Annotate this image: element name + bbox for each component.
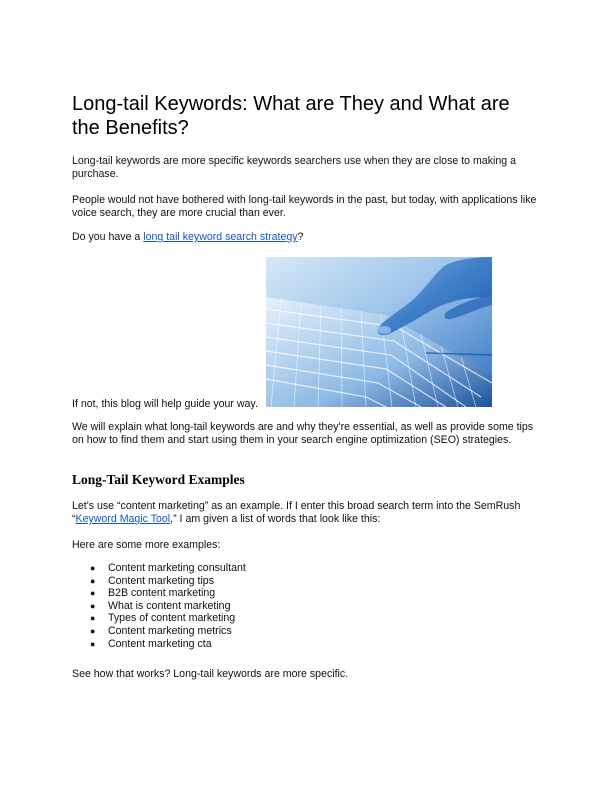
keyword-magic-tool-link[interactable]: Keyword Magic Tool [75,513,171,525]
question-text-after: ? [297,231,304,243]
examples-list [72,562,246,650]
bullet-icon: ● [90,563,96,573]
section-heading: Long-Tail Keyword Examples [72,472,245,487]
bullet-icon: ● [90,575,96,586]
strategy-link[interactable]: long tail keyword search strategy [143,231,298,243]
example-text-after: ,” I am given a list of words that look like this: [170,513,381,525]
list-item [72,562,246,575]
list-item-text: What is content marketing [108,599,231,612]
page-title: Long-tail Keywords: What are They and What are the Benefits? [72,93,510,139]
explain-paragraph: We will explain what long-tail keywords are and why they're essential, as well as provide some tips on how to find them and start using them in your search engine optimization (SEO) strategies. [72,421,534,446]
list-item [72,625,246,638]
list-item-text: Content marketing tips [108,574,214,587]
strategy-question-paragraph [72,231,542,244]
list-item [72,638,246,651]
image-row [72,257,542,409]
list-item [72,587,246,600]
list-item-text: Content marketing cta [108,637,212,650]
image-caption: If not, this blog will help guide your way. [72,398,258,410]
list-item [72,612,246,625]
bullet-icon: ● [90,613,96,624]
question-text-before: Do you have a [72,231,144,243]
example-text-before: Let's use “content marketing” as an example. If I enter this broad search term into the SemRush “ [72,500,521,525]
list-item-text: Content marketing consultant [108,562,246,574]
list-item-text: B2B content marketing [108,587,216,600]
list-item-text: Types of content marketing [108,612,236,625]
past-paragraph: People would not have bothered with long-tail keywords in the past, but today, with applications like voice search, they are more crucial than ever. [72,194,537,219]
intro-paragraph: Long-tail keywords are more specific keywords searchers use when they are close to making a purchase. [72,155,516,180]
list-item [72,575,246,588]
more-examples-paragraph: Here are some more examples: [72,539,221,551]
list-item [72,600,246,613]
conclusion-paragraph: See how that works? Long-tail keywords are more specific. [72,668,349,680]
bullet-icon: ● [90,588,96,599]
example-paragraph [72,500,542,526]
bullet-icon: ● [90,600,96,611]
list-item-text: Content marketing metrics [108,624,232,637]
bullet-icon: ● [90,638,96,649]
document-content [72,92,542,680]
bullet-icon: ● [90,625,96,636]
keyboard-hand-photo [266,257,492,407]
